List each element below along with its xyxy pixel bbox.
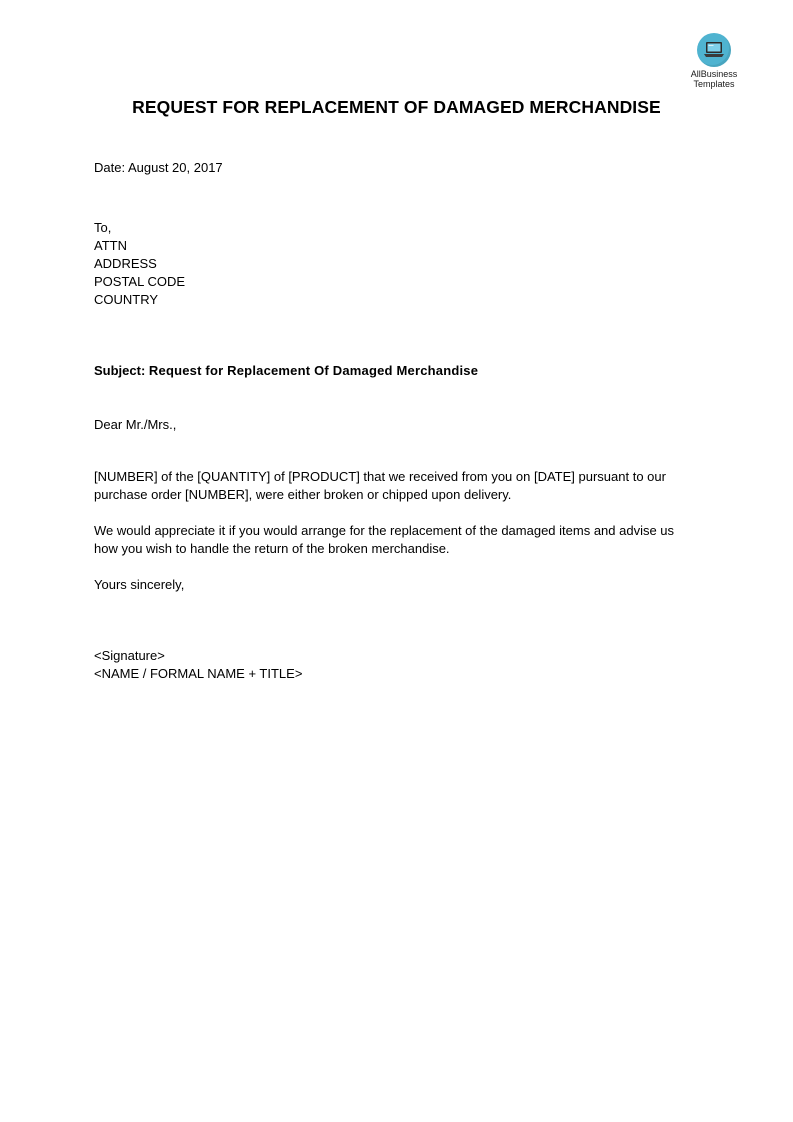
paragraph-1-line-2: purchase order [NUMBER], were either broken or chipped upon delivery. bbox=[94, 487, 512, 502]
address-postal-code: POSTAL CODE bbox=[94, 274, 186, 289]
paragraph-1-line-1: [NUMBER] of the [QUANTITY] of [PRODUCT] that we received from you on [DATE] pursuant to our bbox=[94, 469, 666, 484]
body-paragraph-1 bbox=[94, 468, 714, 504]
logo-badge bbox=[697, 33, 731, 67]
salutation: Dear Mr./Mrs., bbox=[94, 417, 177, 432]
logo-text-line2: Templates bbox=[693, 79, 735, 89]
signature-placeholder: <Signature> bbox=[94, 648, 165, 663]
closing: Yours sincerely, bbox=[94, 577, 185, 592]
body-paragraph-2 bbox=[94, 522, 714, 558]
paragraph-2-line-1: We would appreciate it if you would arrange for the replacement of the damaged items and advise us bbox=[94, 523, 675, 538]
recipient-address bbox=[94, 219, 185, 309]
logo-text-line1: AllBusiness bbox=[690, 69, 738, 79]
letter-subject bbox=[94, 362, 478, 380]
paragraph-2-line-2: how you wish to handle the return of the broken merchandise. bbox=[94, 541, 450, 556]
address-attn: ATTN bbox=[94, 238, 127, 253]
subject-label: Subject: bbox=[94, 363, 146, 378]
address-country: COUNTRY bbox=[94, 292, 159, 307]
letter-date: Date: August 20, 2017 bbox=[94, 160, 223, 175]
laptop-icon bbox=[703, 40, 725, 60]
subject-text: Request for Replacement Of Damaged Merchandise bbox=[148, 363, 479, 378]
address-line: ADDRESS bbox=[94, 256, 157, 271]
name-title-placeholder: <NAME / FORMAL NAME + TITLE> bbox=[94, 666, 303, 681]
allbusiness-logo[interactable] bbox=[680, 33, 748, 89]
logo-text bbox=[680, 69, 748, 89]
document-title: REQUEST FOR REPLACEMENT OF DAMAGED MERCHANDISE bbox=[132, 97, 661, 117]
address-to: To, bbox=[94, 220, 112, 235]
signature-block bbox=[94, 647, 302, 683]
